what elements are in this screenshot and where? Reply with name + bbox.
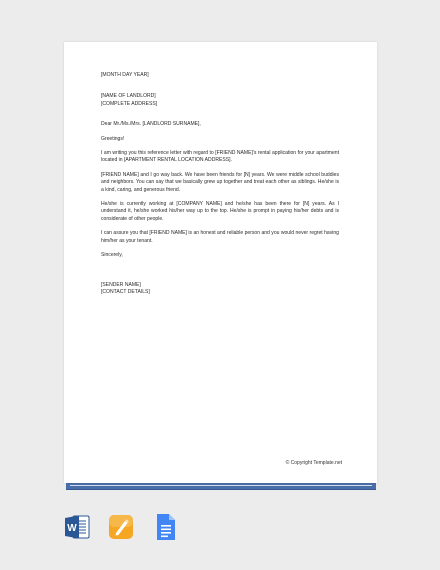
sender-name: [SENDER NAME] [101, 281, 141, 288]
closing: Sincerely, [101, 252, 123, 259]
pages-icon[interactable] [108, 513, 134, 541]
google-docs-icon[interactable] [152, 513, 178, 541]
letter-page [64, 42, 377, 483]
recipient-address: [COMPLETE ADDRESS] [101, 100, 158, 107]
sender-contact: [CONTACT DETAILS] [101, 288, 150, 295]
recipient-name: [NAME OF LANDLORD] [101, 93, 156, 100]
svg-text:W: W [67, 523, 77, 534]
document-preview [64, 42, 377, 489]
app-format-icons [64, 513, 178, 541]
letter-body [101, 72, 339, 296]
salutation: Dear Mr./Ms./Mrs. [LANDLORD SURNAME], [101, 121, 201, 128]
greeting: Greetings! [101, 135, 125, 142]
copyright-footer: © Copyright Template.net [285, 460, 342, 466]
word-icon[interactable] [64, 513, 90, 541]
letter-date: [MONTH DAY YEAR] [101, 72, 149, 78]
paragraph-2: [FRIEND NAME] and I go way back. We have been friends for [N] years. We were middle school buddies and neighbors. You can say that we basically grew up together and treat each other as siblings. He/she is a kind, caring, and generous friend. [101, 171, 339, 193]
paragraph-1: I am writing you this reference letter with regard to [FRIEND NAME]'s rental application for your apartment located in [APARTMENT RENTAL LOCATION ADDRESS]. [101, 150, 339, 164]
page-stack-line [70, 485, 372, 486]
paragraph-4: I can assure you that [FRIEND NAME] is an honest and reliable person and you would never regret having him/her as your tenant. [101, 230, 339, 244]
paragraph-3: He/she is currently working at [COMPANY NAME] and he/she has been there for [N] years. As I understand it, he/she worked his/her way up to the top. He/she is prompt in paying his/her debts and is considerate of other people. [101, 201, 339, 222]
